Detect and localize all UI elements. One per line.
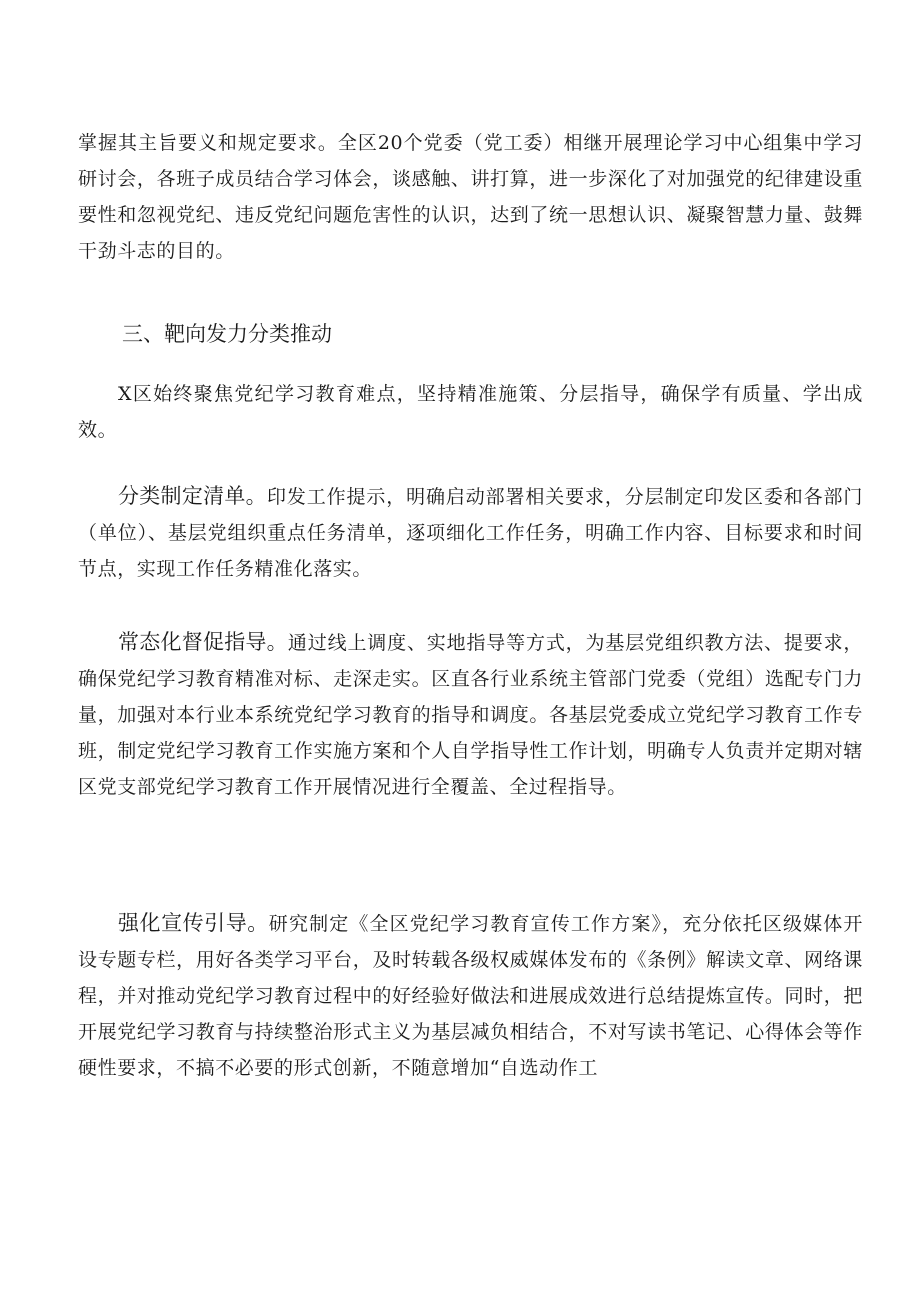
paragraph-intro: X区始终聚焦党纪学习教育难点，坚持精准施策、分层指导，确保学有质量、学出成效。: [78, 383, 863, 441]
paragraph-supervision: [78, 624, 863, 805]
paragraph-body: 通过线上调度、实地指导等方式，为基层党组织教方法、提要求，确保党纪学习教育精准对标、走深走实。区直各行业系统主管部门党委（党组）选配专门力量，加强对本行业本系统党纪学习教育的指导和调度。各基层党委成立党纪学习教育工作专班，制定党纪学习教育工作实施方案和个人自学指导性工作计划，明确专人负责并定期对辖区党支部党纪学习教育工作开展情况进行全覆盖、全过程指导。: [78, 632, 864, 798]
section-heading: 三、靶向发力分类推动: [122, 322, 332, 346]
paragraph-task-list: [78, 478, 863, 587]
paragraph-publicity: [78, 905, 863, 1086]
paragraph-lead-title: 强化宣传引导。: [118, 911, 269, 935]
paragraph-lead-title: 常态化督促指导。: [118, 630, 288, 654]
paragraph-body: 印发工作提示，明确启动部署相关要求，分层制定印发区委和各部门（单位）、基层党组织重点任务清单，逐项细化工作任务，明确工作内容、目标要求和时间节点，实现工作任务精准化落实。: [78, 486, 863, 580]
paragraph-lead-title: 分类制定清单。: [118, 484, 267, 508]
paragraph-body: 研究制定《全区党纪学习教育宣传工作方案》，充分依托区级媒体开设专题专栏，用好各类学习平台，及时转载各级权威媒体发布的《条例》解读文章、网络课程，并对推动党纪学习教育过程中的好经验好做法和进展成效进行总结提炼宣传。同时，把开展党纪学习教育与持续整治形式主义为基层减负相结合，不对写读书笔记、心得体会等作硬性要求，不搞不必要的形式创新，不随意增加“自选动作工: [78, 913, 863, 1079]
paragraph-study-summary: 掌握其主旨要义和规定要求。全区20个党委（党工委）相继开展理论学习中心组集中学习研讨会，各班子成员结合学习体会，谈感触、讲打算，进一步深化了对加强党的纪律建设重要性和忽视党纪、违反党纪问题危害性的认识，达到了统一思想认识、凝聚智慧力量、鼓舞干劲斗志的目的。: [78, 132, 863, 262]
